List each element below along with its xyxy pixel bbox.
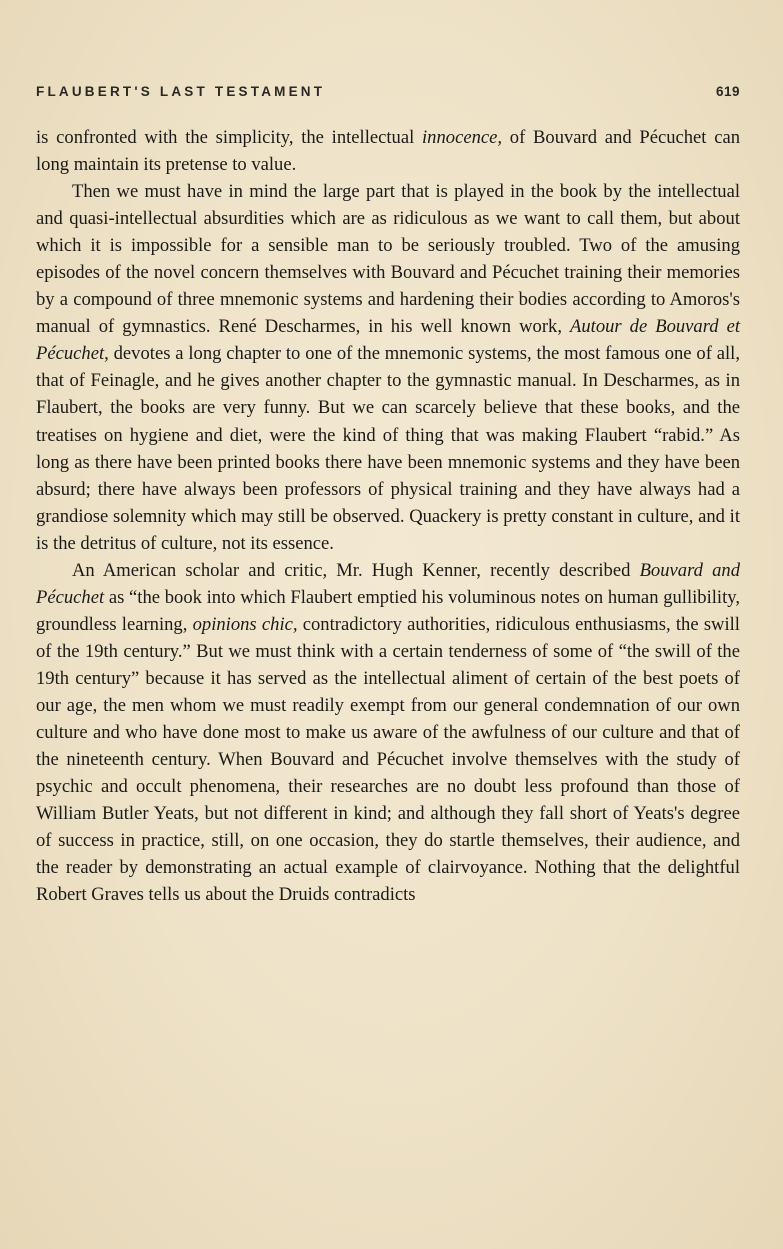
paragraph-3-italic-segment: opinions chic, xyxy=(192,613,298,635)
paragraph-3-segment: as “the book into which Flaubert emptied his voluminous notes on human gullibility, groundless learning, xyxy=(36,586,740,635)
paragraph-1-segment: of Bouvard and Pécuchet can long maintain its pretense to value. xyxy=(36,127,740,176)
paragraph-1-italic-segment: innocence, xyxy=(422,127,503,148)
paragraph-3-italic-segment: Bouvard and Pécuchet xyxy=(36,559,740,608)
paragraph-2-italic-segment: Autour de Bouvard et Pécuchet, xyxy=(36,316,740,365)
page-number: 619 xyxy=(715,84,740,99)
paragraph-2-segment: devotes a long chapter to one of the mnemonic systems, the most famous one of all, that of Feinagle, and he gives another chapter to the gymnastic manual. In Descharmes, as in Flaubert, the books are very funny. But we can scarcely believe that these books, and the treatises on hygiene and diet, were the kind of thing that was making Flaubert “rabid.” As long as there have been printed books there have been mnemonic systems and they have been absurd; there have always been professors of physical training and they have always had a grandiose solemnity which may still be observed. Quackery is pretty constant in culture, and it is the detritus of culture, not its essence. xyxy=(36,343,740,554)
body-text xyxy=(36,124,740,908)
running-title: FLAUBERT'S LAST TESTAMENT xyxy=(36,84,326,99)
paragraph-3-segment: contradictory authorities, ridiculous enthusiasms, the swill of the 19th century.” But we must think with a certain tenderness of some of “the swill of the 19th century” because it has served as the intellectual aliment of certain of the best poets of our age, the men whom we must readily exempt from our general condemnation of our own culture and who have done most to make us aware of the awfulness of our culture and that of the nineteenth century. When Bouvard and Pécuchet involve themselves with the study of psychic and occult phenomena, their researches are no doubt less profound than those of William Butler Yeats, but not different in kind; and although they fall short of Yeats's degree of success in practice, still, on one occasion, they do startle themselves, their audience, and the reader by demonstrating an actual example of clairvoyance. Nothing that the delightful Robert Graves tells us about the Druids contradicts xyxy=(36,613,740,906)
paragraph-3 xyxy=(36,557,740,909)
paragraph-1-segment: is confronted with the simplicity, the intellectual xyxy=(36,127,423,148)
paragraph-1 xyxy=(36,124,740,178)
running-head xyxy=(36,84,740,106)
paragraph-2-segment: Then we must have in mind the large part that is played in the book by the intellectual and quasi-intellectual absurdities which are as ridiculous as we want to call them, but about which it is impossible for a sensible man to be seriously troubled. Two of the amusing episodes of the novel concern themselves with Bouvard and Pécuchet training their memories by a compound of three mnemonic systems and hardening their bodies according to Amoros's manual of gymnastics. René Descharmes, in his well known work, xyxy=(36,181,740,338)
paragraph-3-segment: An American scholar and critic, Mr. Hugh Kenner, recently described xyxy=(72,559,640,581)
paragraph-2 xyxy=(36,178,740,557)
